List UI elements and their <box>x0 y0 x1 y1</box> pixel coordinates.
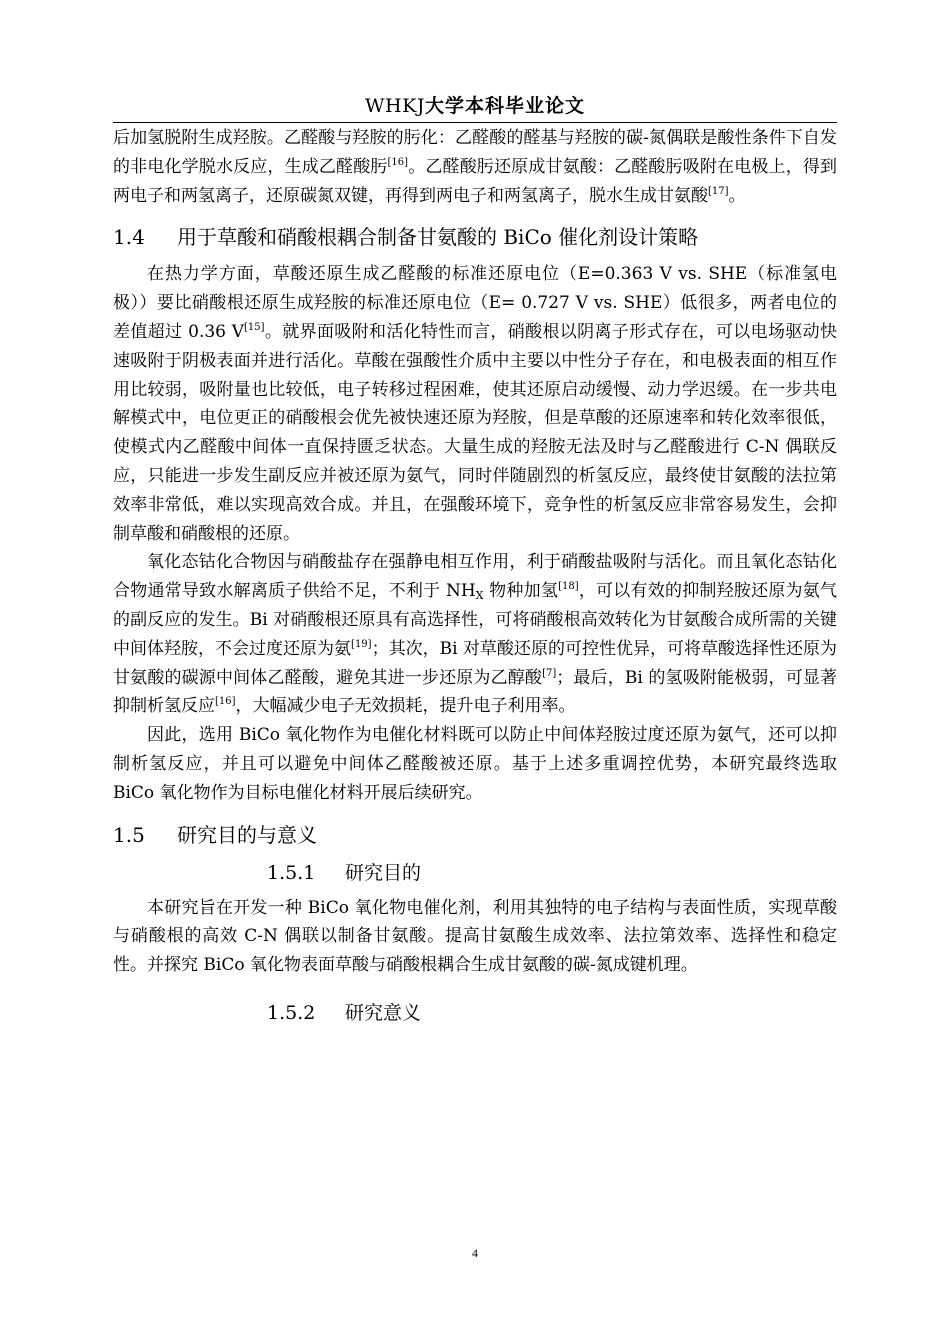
citation: [17] <box>708 185 729 197</box>
text-run: 后加氢脱附生成羟胺。乙醛酸与羟胺的肟化：乙醛酸的醛基与羟胺的碳-氮偶联是酸性条件下自发的非电化学脱水反应，生成乙醛酸肟 <box>113 128 837 177</box>
header-title: 大学本科毕业论文 <box>424 95 585 117</box>
document-body <box>113 124 837 1034</box>
text-run: 物种加氢 <box>483 581 559 602</box>
citation: [16] <box>387 156 409 168</box>
text-run: ；其次，Bi 对草酸还原的可控性优异，可将草酸选择性还原为甘氨酸的碳源中间体乙醛酸，避免其进一步还原为乙醇酸 <box>113 638 837 688</box>
section-title <box>177 225 698 249</box>
subsection-title: 研究目的 <box>345 861 422 884</box>
citation: [19] <box>351 638 372 650</box>
text-run: 。就界面吸附和活化特性而言，硝酸根以阴离子形式存在，可以电场驱动快速吸附于阴极表面并进行活化。草酸在强酸性介质中主要以中性分子存在，和电极表面的相互作用比较弱，吸附量也比较低，电子转移过程困难，使其还原启动缓慢、动力学迟缓。在一步共电解模式中，电位更正的硝酸根会优先被快速还原为羟胺，但是草酸的还原速率和转化效率很低，使模式内乙醛酸中间体一直保持匮乏状态。大量生成的羟胺无法及时与乙醛酸进行 C-N 偶联反应，只能进一步发生副反应并被还原为氨气，同时伴随剧烈的析氢反应，最终使甘氨酸的法拉第效率非常低，难以实现高效合成。并且，在强酸环境下，竞争性的析氢反应非常容易发生，会抑制草酸和硝酸根的还原。 <box>113 321 838 544</box>
citation: [7] <box>542 667 557 679</box>
header-rule <box>113 122 837 123</box>
text-run: 在热力学方面，草酸还原生成乙醛酸的标准还原电位（E=0.363 V vs. SHE（标准氢电极））要比硝酸根还原生成羟胺的标准还原电位（E= 0.727 V vs. SHE）低很多，两者电位的差值超过 0.36 V <box>113 264 837 342</box>
section-heading-1-5 <box>113 820 837 850</box>
citation: [16] <box>215 696 236 708</box>
paragraph-catalyst-design <box>113 548 837 721</box>
subsection-heading-1-5-2 <box>113 998 837 1028</box>
text-run: 。 <box>728 185 746 206</box>
page-number: 4 <box>472 1246 478 1260</box>
paragraph-conclusion <box>113 721 837 807</box>
text-run: ，可以有效的抑制羟胺还原为氨气的副反应的发生。Bi 对硝酸根还原具有高选择性，可将硝酸根高效转化为甘氨酸合成所需的关键中间体羟胺，不会过度还原为氨 <box>113 581 838 659</box>
text-run: 本研究旨在开发一种 BiCo 氧化物电催化剂，利用其独特的电子结构与表面性质，实现草酸与硝酸根的高效 C-N 偶联以制备甘氨酸。提高甘氨酸生成效率、法拉第效率、选择性和稳定性。并探究 BiCo 氧化物表面草酸与硝酸根耦合生成甘氨酸的碳-氮成键机理。 <box>113 897 837 976</box>
title-part: 用于草酸和硝酸根耦合制备甘氨酸的 <box>177 225 504 250</box>
section-title: 研究目的与意义 <box>177 822 317 847</box>
section-number: 1.5 <box>113 822 145 847</box>
citation: [15] <box>244 321 265 333</box>
subscript: X <box>475 589 484 603</box>
paragraph-research-purpose <box>113 894 837 980</box>
paragraph-thermodynamics <box>113 260 837 548</box>
subsection-number: 1.5.1 <box>267 861 316 884</box>
citation: [18] <box>558 581 579 593</box>
title-part: BiCo <box>503 225 552 250</box>
section-heading-1-4 <box>113 222 837 252</box>
header-latin: WHKJ <box>365 95 425 117</box>
section-number: 1.4 <box>113 225 145 250</box>
title-part: 催化剂设计策略 <box>551 225 699 250</box>
paragraph-continuation <box>113 124 837 210</box>
page-header <box>113 92 837 120</box>
subsection-title: 研究意义 <box>345 1001 422 1024</box>
text-run: 。乙醛酸肟还原成甘氨酸：乙醛酸肟吸附在电极上，得到两电子和两氢离子，还原碳氮双键，再得到两电子和两氢离子，脱水生成甘氨酸 <box>113 156 838 206</box>
text-run: 因此，选用 BiCo 氧化物作为电催化材料既可以防止中间体羟胺过度还原为氨气，还可以抑制析氢反应，并且可以避免中间体乙醛酸被还原。基于上述多重调控优势，本研究最终选取 BiCo 氧化物作为目标电催化材料开展后续研究。 <box>113 725 837 803</box>
subsection-number: 1.5.2 <box>267 1001 316 1024</box>
subsection-heading-1-5-1 <box>113 858 837 888</box>
text-run: ，大幅减少电子无效损耗，提升电子利用率。 <box>235 696 576 717</box>
text-run: ；最后，Bi 的氢吸附能极弱，可显著抑制析氢反应 <box>113 667 837 717</box>
text-run: 氧化态钴化合物因与硝酸盐存在强静电相互作用，利于硝酸盐吸附与活化。而且氧化态钴化合物通常导致水解离质子供给不足，不利于 NH <box>113 552 837 602</box>
